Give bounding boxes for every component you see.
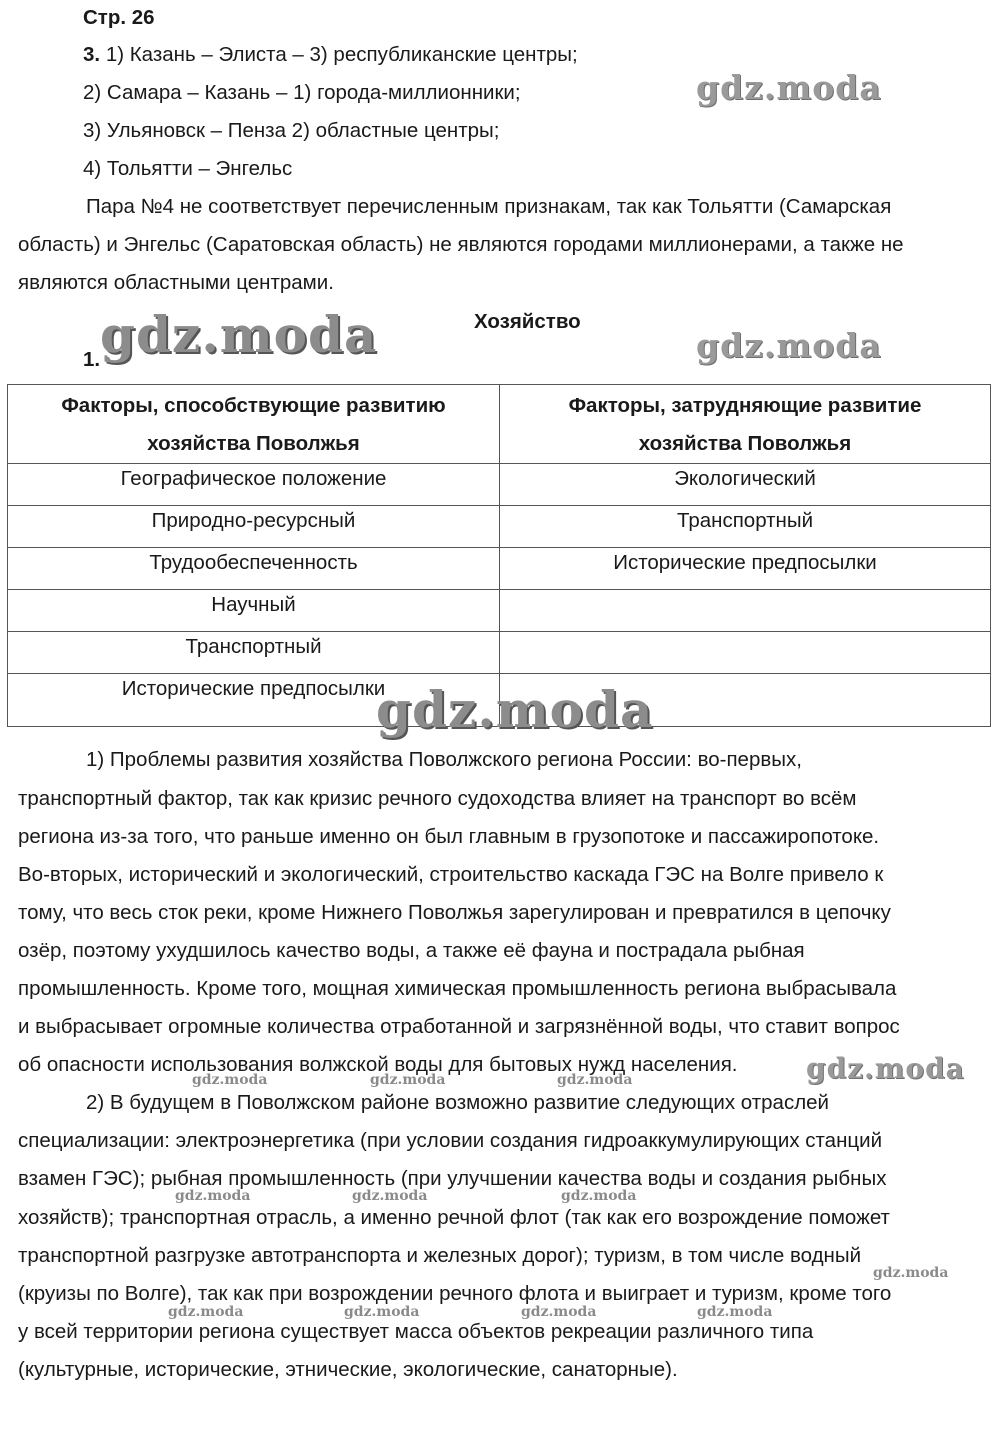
task3-line-2: 2) Самара – Казань – 1) города-миллионники; <box>83 81 521 104</box>
header-positive <box>8 385 500 464</box>
watermark-logo: gdz.moda <box>697 1304 773 1320</box>
answer1-line-4: Во-вторых, исторический и экологический, строительство каскада ГЭС на Волге привело к <box>18 863 884 886</box>
watermark-logo: gdz.moda <box>376 680 654 739</box>
task1-number: 1. <box>83 348 101 371</box>
answer2-line-8: (культурные, исторические, этнические, экологические, санаторные). <box>18 1358 678 1381</box>
table-row <box>8 548 991 590</box>
watermark-logo: gdz.moda <box>168 1304 244 1320</box>
task3-line-4: 4) Тольятти – Энгельс <box>83 157 293 180</box>
table-cell: Транспортный <box>8 632 500 674</box>
answer1-line-9: об опасности использования волжской воды для бытовых нужд населения. <box>18 1053 738 1076</box>
watermark-logo: gdz.moda <box>370 1072 446 1088</box>
watermark-logo: gdz.moda <box>100 305 378 364</box>
header-negative <box>500 385 991 464</box>
answer1-line-8: и выбрасывает огромные количества отработанной и загрязнённой воды, что ставит вопрос <box>18 1015 900 1038</box>
answer1-line-2: транспортный фактор, так как кризис речного судоходства влияет на транспорт во всём <box>18 787 857 810</box>
answer2-line-2: специализации: электроэнергетика (при условии создания гидроаккумулирующих станций <box>18 1129 883 1152</box>
answer1-line-5: тому, что весь сток реки, кроме Нижнего Поволжья зарегулирован и превратился в цепочку <box>18 901 891 924</box>
answer2-line-1: 2) В будущем в Поволжском районе возможно развитие следующих отраслей <box>86 1091 830 1114</box>
table-cell: Исторические предпосылки <box>8 674 500 727</box>
table-row <box>8 632 991 674</box>
header-negative-line-1: Факторы, затрудняющие развитие <box>568 394 922 417</box>
table-cell <box>500 632 991 674</box>
table-row <box>8 464 991 506</box>
header-positive-line-1: Факторы, способствующие развитию <box>61 394 446 417</box>
watermark-logo: gdz.moda <box>561 1188 637 1204</box>
task3-line-3: 3) Ульяновск – Пенза 2) областные центры; <box>83 119 500 142</box>
watermark-logo: gdz.moda <box>557 1072 633 1088</box>
answer2-line-7: у всей территории региона существует масса объектов рекреации различного типа <box>18 1320 814 1343</box>
header-positive-line-2: хозяйства Поволжья <box>147 432 360 455</box>
watermark-logo: gdz.moda <box>696 326 882 365</box>
table-cell: Трудообеспеченность <box>8 548 500 590</box>
watermark-logo: gdz.moda <box>352 1188 428 1204</box>
watermark-logo: gdz.moda <box>175 1188 251 1204</box>
table-cell: Природно-ресурсный <box>8 506 500 548</box>
task3-explanation-2: область) и Энгельс (Саратовская область) не являются городами миллионерами, а также не <box>18 233 904 256</box>
answer2-line-3: взамен ГЭС); рыбная промышленность (при улучшении качества воды и создания рыбных <box>18 1167 887 1190</box>
answer2-line-5: транспортной разгрузке автотранспорта и железных дорог); туризм, в том числе водный <box>18 1244 862 1267</box>
answer1-line-1: 1) Проблемы развития хозяйства Поволжского региона России: во-первых, <box>86 748 802 771</box>
table-row <box>8 506 991 548</box>
watermark-logo: gdz.moda <box>696 68 882 107</box>
table-cell: Географическое положение <box>8 464 500 506</box>
table-cell: Экологический <box>500 464 991 506</box>
task3-number: 3. <box>83 43 101 66</box>
watermark-logo: gdz.moda <box>344 1304 420 1320</box>
table-row <box>8 590 991 632</box>
answer2-line-6: (круизы по Волге), так как при возрождении речного флота и выиграет и туризм, кроме того <box>18 1282 892 1305</box>
watermark-logo: gdz.moda <box>806 1052 965 1085</box>
table-cell <box>500 590 991 632</box>
answer1-line-3: регионa из-за того, что раньше именно он был главным в грузопотоке и пассажиропотоке. <box>18 825 880 848</box>
table-cell: Транспортный <box>500 506 991 548</box>
table-cell: Научный <box>8 590 500 632</box>
task3-line-1 <box>83 43 578 67</box>
factors-table <box>7 384 991 727</box>
task3-line-1-text: 1) Казань – Элиста – 3) республиканские центры; <box>105 43 578 66</box>
table-cell: Исторические предпосылки <box>500 548 991 590</box>
header-negative-line-2: хозяйства Поволжья <box>638 432 852 455</box>
watermark-logo: gdz.moda <box>873 1265 949 1281</box>
answer1-line-7: промышленность. Кроме того, мощная химическая промышленность региона выбрасывала <box>18 977 897 1000</box>
page-label: Стр. 26 <box>83 6 155 29</box>
watermark-logo: gdz.moda <box>192 1072 268 1088</box>
task3-explanation-1: Пара №4 не соответствует перечисленным признакам, так как Тольятти (Самарская <box>86 195 892 218</box>
answer2-line-4: хозяйств); транспортная отрасль, а именно речной флот (так как его возрождение поможет <box>18 1206 890 1229</box>
answer1-line-6: озёр, поэтому ухудшилось качество воды, а также её фауна и пострадала рыбная <box>18 939 805 962</box>
table-header-row <box>8 385 991 464</box>
task3-explanation-3: являются областными центрами. <box>18 271 334 294</box>
section-title: Хозяйство <box>474 310 581 333</box>
watermark-logo: gdz.moda <box>521 1304 597 1320</box>
